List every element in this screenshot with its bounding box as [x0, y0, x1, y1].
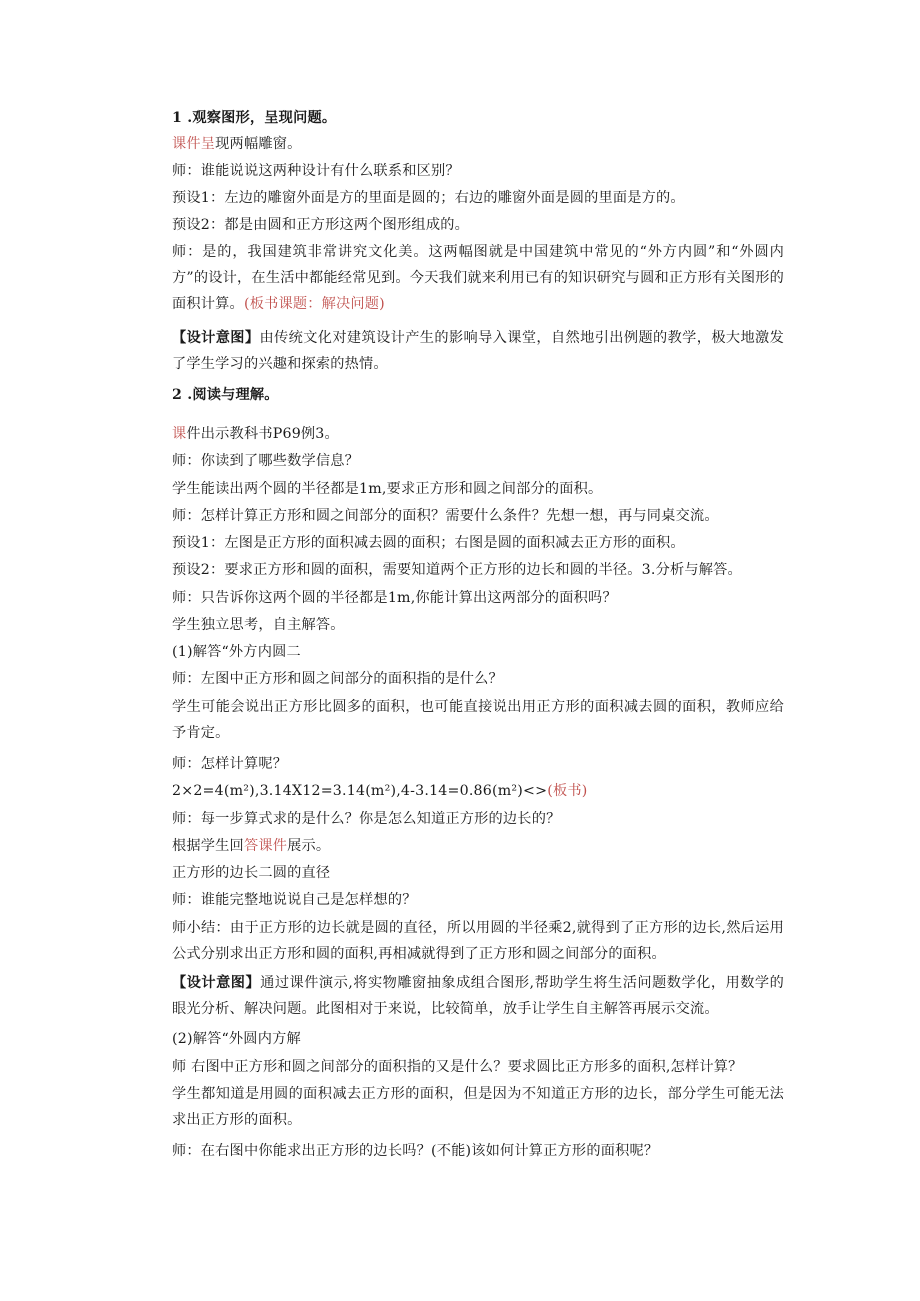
- paragraph: 师：每一步算式求的是什么？你是怎么知道正方形的边长的？: [172, 811, 561, 827]
- paragraph: 学生能读出两个圆的半径都是1m,要求正方形和圆之间部分的面积。: [172, 481, 603, 497]
- paragraph: 师：左图中正方形和圆之间部分的面积指的是什么？: [172, 671, 503, 687]
- subheading: (2)解答“外圆内方解: [172, 1031, 301, 1047]
- paragraph: 师：是的，我国建筑非常讲究文化美。这两幅图就是中国建筑中常见的“外方内圆”和“外圆内方”的设计，在生活中都能经常见到。今天我们就来利用已有的知识研究与圆和正方形有关图形的面积计算。(板书课题：解决问题): [172, 244, 784, 312]
- design-intent-paragraph: 【设计意图】通过课件演示,将实物雕窗抽象成组合图形,帮助学生将生活问题数学化，用数学的眼光分析、解决问题。此图相对于来说，比较简单，放手让学生自主解答再展示交流。: [172, 975, 784, 1017]
- paragraph: 课件呈现两幅雕窗。: [172, 136, 302, 152]
- formula-line: 2×2=4(m²),3.14X12=3.14(m²),4-3.14=0.86(m²)<>(板书): [172, 783, 588, 799]
- paragraph: 课件出示教科书P69例3。: [172, 426, 339, 442]
- paragraph: 预设1：左边的雕窗外面是方的里面是圆的；右边的雕窗外面是圆的里面是方的。: [172, 190, 685, 206]
- paragraph: 学生独立思考，自主解答。: [172, 617, 345, 633]
- paragraph: 师：怎样计算正方形和圆之间部分的面积？需要什么条件？先想一想，再与同桌交流。: [172, 508, 719, 524]
- paragraph: 预设1：左图是正方形的面积减去圆的面积；右图是圆的面积减去正方形的面积。: [172, 535, 685, 551]
- paragraph: 师：在右图中你能求出正方形的边长吗？(不能)该如何计算正方形的面积呢？: [172, 1143, 659, 1159]
- paragraph: 师：只告诉你这两个圆的半径都是1m,你能计算出这两部分的面积吗？: [172, 590, 617, 606]
- section-heading-2: 2 .阅读与理解。: [172, 387, 279, 403]
- subheading: (1)解答“外方内圆二: [172, 644, 301, 660]
- paragraph: 根据学生回答课件展示。: [172, 838, 331, 854]
- section-heading-1: 1 .观察图形，呈现问题。: [172, 110, 337, 126]
- summary-paragraph: 师小结：由于正方形的边长就是圆的直径，所以用圆的半径乘2,就得到了正方形的边长,然后运用公式分别求出正方形和圆的面积,再相减就得到了正方形和圆之间部分的面积。: [172, 920, 784, 962]
- paragraph: 师 右图中正方形和圆之间部分的面积指的又是什么？要求圆比正方形多的面积,怎样计算？: [172, 1059, 743, 1075]
- paragraph: 正方形的边长二圆的直径: [172, 865, 331, 881]
- paragraph: 师：怎样计算呢？: [172, 756, 288, 772]
- paragraph: 预设2：都是由圆和正方形这两个图形组成的。: [172, 217, 469, 233]
- paragraph: 学生可能会说出正方形比圆多的面积，也可能直接说出用正方形的面积减去圆的面积，教师应给予肯定。: [172, 699, 784, 741]
- paragraph: 学生都知道是用圆的面积减去正方形的面积，但是因为不知道正方形的边长，部分学生可能无法求出正方形的面积。: [172, 1086, 784, 1128]
- paragraph: 师：你读到了哪些数学信息？: [172, 453, 360, 469]
- paragraph: 师：谁能完整地说说自己是怎样想的？: [172, 892, 417, 908]
- paragraph: 师：谁能说说这两种设计有什么联系和区别？: [172, 163, 460, 179]
- design-intent-paragraph: 【设计意图】由传统文化对建筑设计产生的影响导入课堂，自然地引出例题的教学，极大地激发了学生学习的兴趣和探索的热情。: [172, 330, 785, 372]
- paragraph: 预设2：要求正方形和圆的面积，需要知道两个正方形的边长和圆的半径。3.分析与解答。: [172, 562, 742, 578]
